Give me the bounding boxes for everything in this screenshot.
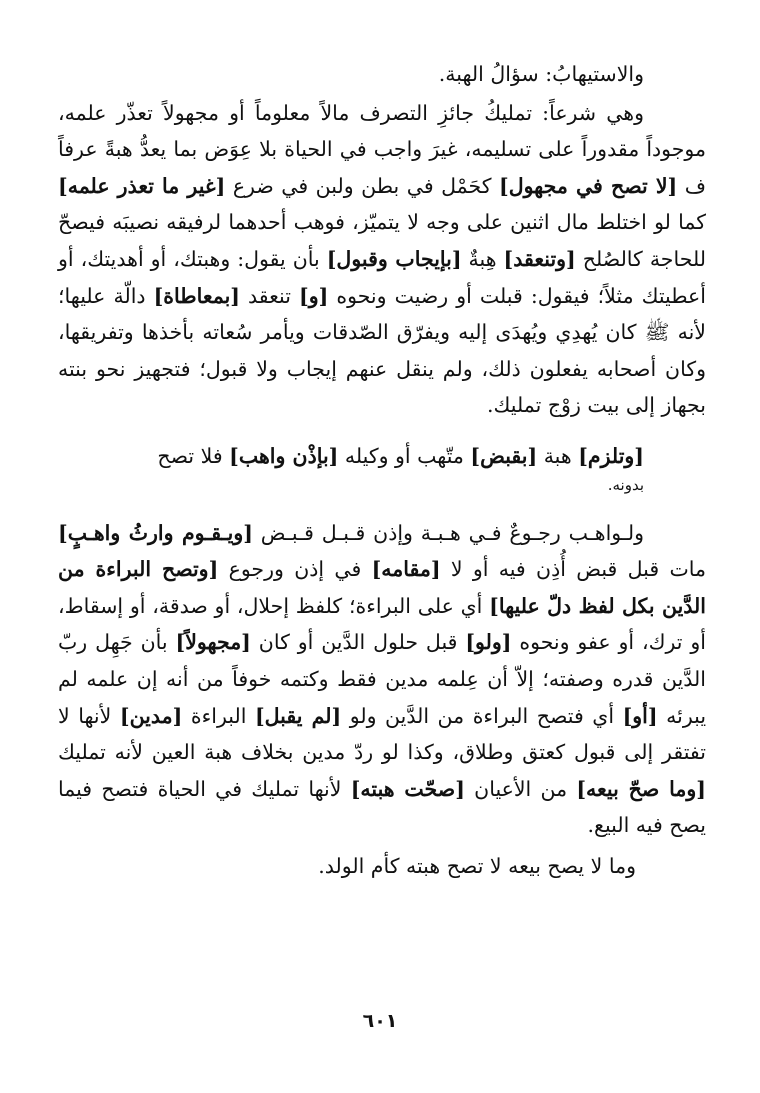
paragraph-istihab-definition [58,56,706,93]
sharh-text: تنعقد [239,283,299,308]
bold-matn-text: [صحّت هبته] [350,776,465,801]
bold-matn-text: [غير ما تعذر علمه] [58,173,226,198]
sharh-text: أي على البراءة؛ كلفظ إحلال، أو صدقة، أو إسقاط، أو ترك، أو عفو ونحوه [58,593,706,655]
sharh-text: متّهب أو وكيله [338,443,471,468]
page-number: ٦٠١ [362,1010,398,1032]
bold-matn-text: [و] [299,283,329,308]
bold-matn-text: [مقامه] [371,557,441,582]
paragraph-hiba-binding [58,438,706,497]
sharh-text: فلا تصح [157,443,230,468]
bold-matn-text: [وتصح البراءة من الدَّين بكل لفظ دلّ عليها] [58,557,706,618]
sharh-text: بأن جَهِل ربّ الدَّين قدره وصفته؛ إلاّ أن عِلمه مدين فقط وكتمه خوفاً من أنه إن علمه لم يبرئه [58,630,707,728]
bold-matn-text: [بمعاطاة] [153,283,240,308]
bold-matn-text: [وتنعقد] [503,246,576,271]
sharh-text: كما لو اختلط مال اثنين على وجه لا يتميّز، فوهب أحدهما لرفيقه نصيبَه فيصحّ للحاجة كالصُلح [58,210,706,271]
sharh-text: وهي شرعاً: تمليكُ جائزِ التصرف مالاً معلوماً أو مجهولاً تعذّر علمه، موجوداً مقدوراً على تسليمه، غيرَ واجب في الحياة بلا عِوَض بما يعدُّ هبةً عرفاً ف [58,100,706,198]
document-page [58,56,706,1056]
bold-matn-text: [مدين] [119,703,183,728]
sharh-text: وما لا يصح بيعه لا تصح هبته كأم الولد. [318,853,636,878]
sharh-text: قبل حلول الدَّين أو كان [250,630,466,655]
bold-matn-text: [مجهولاً] [175,630,251,655]
sharh-text: ولـواهـب رجـوعٌ فـي هـبـة وإذن قـبـل قـبـض [252,520,645,545]
bold-matn-text: [بإذْن واهب] [229,443,339,468]
sharh-text: دالّة عليها؛ لأنه ﷺ كان يُهدِي ويُهدَى إليه ويفرّق الصّدقات ويأمر سُعاته بأخذها وتفريقها، وكان أصحابه يفعلون ذلك، ولم ينقل عنهم إيجاب ولا قبول؛ فتجهيز نحو بنته بجهاز إلى بيت زوْج تمليك. [58,283,706,418]
sharh-text: والاستيهابُ: سؤالُ الهبة. [438,62,644,86]
bold-matn-text: [بإيجاب وقبول] [326,246,462,271]
sharh-text: مات قبل قبض أُذِن فيه أو لا [440,557,706,582]
bold-matn-text: [لم يقبل] [254,703,342,728]
paragraph-umm-walad [58,848,706,885]
sharh-text: البراءة [182,703,255,728]
sharh-text: أي فتصح البراءة من الدَّين ولو [341,703,623,728]
sharh-text: لأنها لا تفتقر إلى قبول كعتق وطلاق، وكذا لو ردّ مدين بخلاف هبة العين لأنه تمليك [58,703,706,765]
sharh-text: لأنها تمليك في الحياة فتصح فيما يصح فيه البيع. [58,776,706,838]
sharh-text: هبة [537,443,579,468]
bold-matn-text: [ولو] [465,630,512,655]
sharh-text: من الأعيان [464,776,577,801]
bold-matn-text: [لا تصح في مجهول] [499,173,678,198]
bold-matn-text: [وما صحّ بيعه] [576,776,707,801]
sharh-text: كحَمْل في بطن ولبن في ضرع [225,173,499,198]
bold-matn-text: [بقبض] [470,443,538,468]
bold-matn-text: [ويـقـوم وارثُ واهـبٍ] [58,520,253,545]
sharh-text: هِبةٌ [461,246,504,271]
paragraph-revocation-release [58,515,706,844]
paragraph-hiba-definition [58,95,706,424]
bold-matn-text: [أو] [622,703,658,728]
sharh-text: في إذن ورجوع [218,557,372,582]
paragraph-tail-text: بدونه. [607,475,644,494]
bold-matn-text: [وتلزم] [578,443,644,468]
sharh-text: بأن يقول: وهبتك، أو أهديتك، أو أعطيتك مثلاً؛ فيقول: قبلت أو رضيت ونحوه [58,246,706,308]
